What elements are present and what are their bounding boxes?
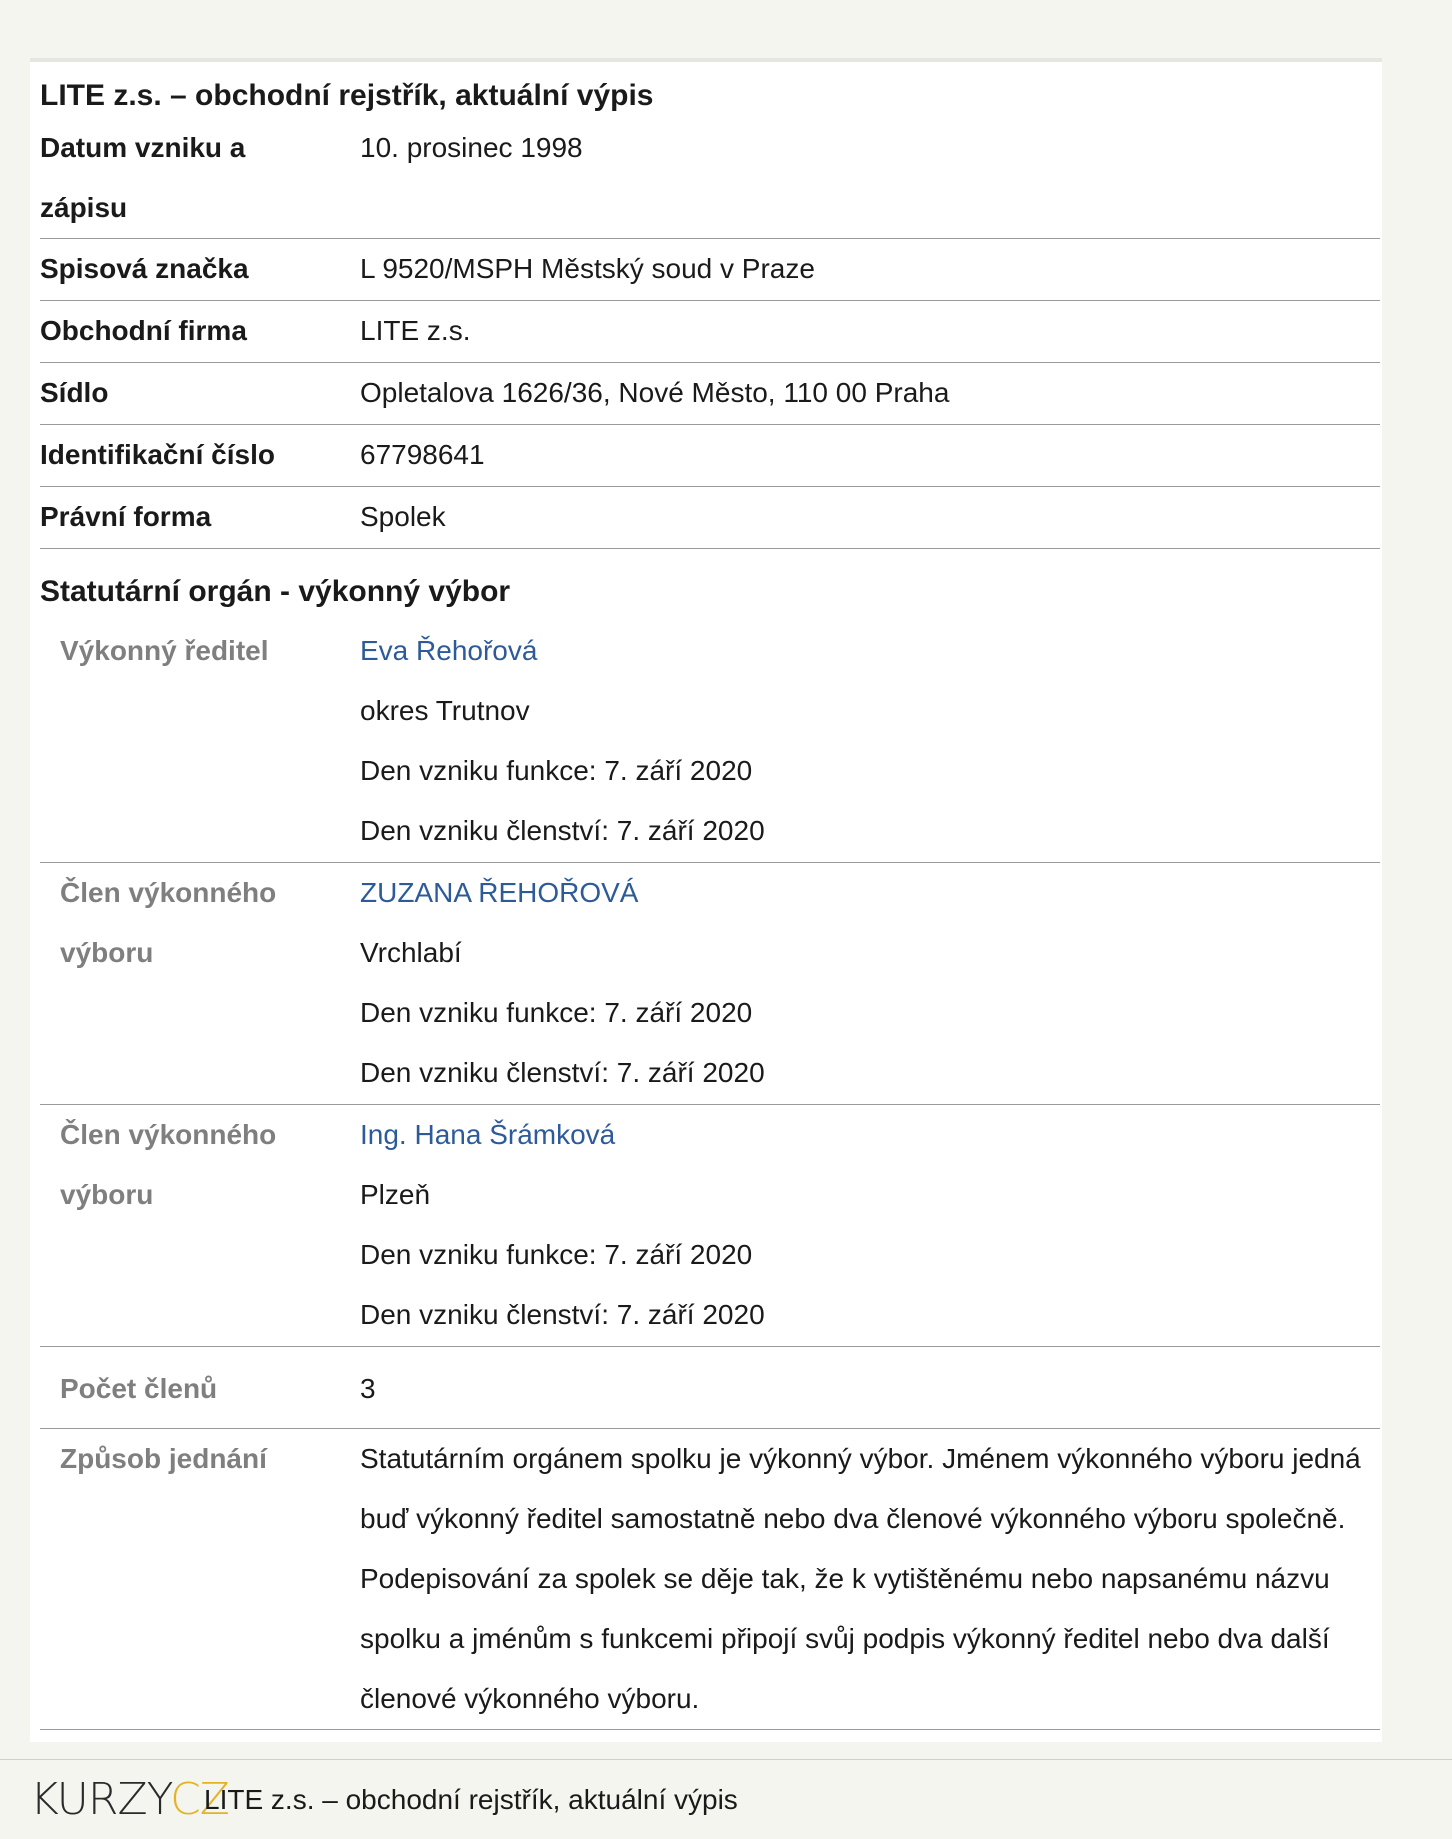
value-id-number: 67798641 <box>360 439 485 470</box>
label-address: Sídlo <box>40 377 109 408</box>
row-company-name <box>40 301 1380 363</box>
register-extract-card <box>30 58 1382 1742</box>
section-heading-statutory: Statutární orgán - výkonný výbor <box>40 575 511 608</box>
value-file-number: L 9520/MSPH Městský soud v Praze <box>360 253 815 284</box>
label-file-number: Spisová značka <box>40 253 249 284</box>
member-details <box>360 863 1380 1103</box>
member-row <box>40 1105 1380 1347</box>
member-function-start: Den vzniku funkce: 7. září 2020 <box>360 1239 753 1270</box>
row-member-count <box>40 1347 1380 1429</box>
member-role: Člen výkonného výboru <box>60 877 277 968</box>
row-founding-date <box>40 118 1380 239</box>
footer <box>0 1759 1452 1839</box>
label-member-count: Počet členů <box>60 1373 218 1404</box>
label-id-number: Identifikační číslo <box>40 439 275 470</box>
row-file-number <box>40 239 1380 301</box>
label-legal-form: Právní forma <box>40 501 212 532</box>
member-membership-start: Den vzniku členství: 7. září 2020 <box>360 1299 765 1330</box>
value-founding-date: 10. prosinec 1998 <box>360 132 583 163</box>
member-row <box>40 863 1380 1105</box>
value-company-name: LITE z.s. <box>360 315 471 346</box>
member-role: Člen výkonného výboru <box>60 1119 277 1210</box>
label-conduct: Způsob jednání <box>60 1443 267 1474</box>
kurzy-logo[interactable]: KURZYCZ <box>30 1774 229 1825</box>
member-details <box>360 1105 1380 1345</box>
row-conduct <box>40 1429 1380 1730</box>
member-place: Vrchlabí <box>360 937 462 968</box>
footer-title: LITE z.s. – obchodní rejstřík, aktuální výpis <box>204 1784 738 1815</box>
row-id-number <box>40 425 1380 487</box>
member-place: Plzeň <box>360 1179 431 1210</box>
label-company-name: Obchodní firma <box>40 315 247 346</box>
value-conduct: Statutárním orgánem spolku je výkonný výbor. Jménem výkonného výboru jedná buď výkonný ředitel samostatně nebo dva členové výkonného výboru společně. Podepisování za spolek se děje tak, že k vytištěnému nebo napsanému názvu spolku a jménům s funkcemi připojí svůj podpis výkonný ředitel nebo dva další členové výkonného výboru. <box>360 1443 1361 1714</box>
member-function-start: Den vzniku funkce: 7. září 2020 <box>360 997 753 1028</box>
member-role: Výkonný ředitel <box>60 635 269 666</box>
row-address <box>40 363 1380 425</box>
value-legal-form: Spolek <box>360 501 446 532</box>
page-title: LITE z.s. – obchodní rejstřík, aktuální výpis <box>40 79 654 112</box>
member-membership-start: Den vzniku členství: 7. září 2020 <box>360 815 765 846</box>
member-name-link[interactable]: Ing. Hana Šrámková <box>360 1119 616 1150</box>
member-name-link[interactable]: ZUZANA ŘEHOŘOVÁ <box>360 877 639 908</box>
row-legal-form <box>40 487 1380 549</box>
value-member-count: 3 <box>360 1373 376 1404</box>
member-row <box>40 621 1380 863</box>
member-place: okres Trutnov <box>360 695 530 726</box>
label-founding-date: Datum vzniku a zápisu <box>40 132 246 223</box>
member-name-link[interactable]: Eva Řehořová <box>360 635 538 666</box>
value-address: Opletalova 1626/36, Nové Město, 110 00 Praha <box>360 377 950 408</box>
member-function-start: Den vzniku funkce: 7. září 2020 <box>360 755 753 786</box>
member-details <box>360 621 1380 861</box>
member-membership-start: Den vzniku členství: 7. září 2020 <box>360 1057 765 1088</box>
